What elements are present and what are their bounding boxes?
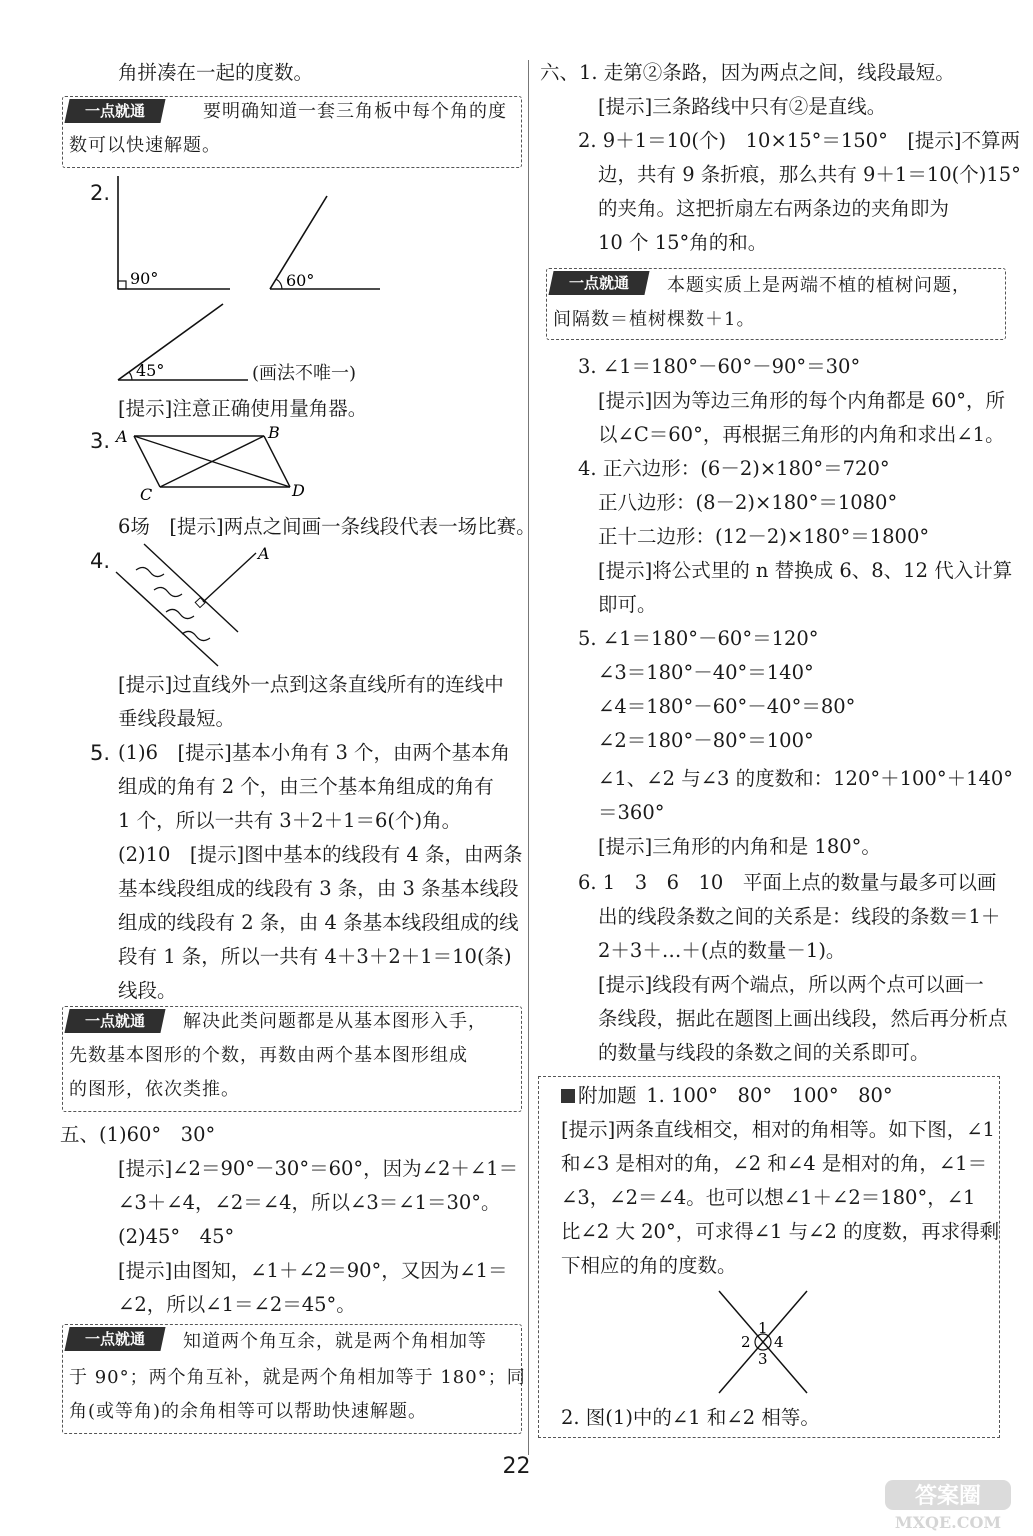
section-5-line: ∠3＋∠4，∠2＝∠4，所以∠3＝∠1＝30°。 xyxy=(118,1191,501,1214)
tip-text: 知道两个角互余，就是两个角相加等 xyxy=(183,1331,487,1352)
tip-badge: 一点就通 xyxy=(64,1327,165,1351)
hint-text: [提示]过直线外一点到这条直线所有的连线中 xyxy=(118,673,504,696)
bonus-answer-2: 2. 图(1)中的∠1 和∠2 相等。 xyxy=(561,1406,820,1429)
point-label: B xyxy=(268,424,280,442)
tip-text: 间隔数＝植树棵数＋1。 xyxy=(553,309,756,330)
intersecting-lines-figure xyxy=(713,1287,813,1397)
answer-line: 1 个，所以一共有 3＋2＋1＝6(个)角。 xyxy=(118,809,462,832)
q5-line: ∠3＝180°－40°＝140° xyxy=(598,661,814,684)
section-6-line: 的夹角。这把折扇左右两条边的夹角即为 xyxy=(598,197,950,220)
q4-line: 正八边形：(8－2)×180°＝1080° xyxy=(598,491,898,514)
section-6-line: 10 个 15°角的和。 xyxy=(598,231,768,254)
tip-box-3 xyxy=(62,1324,526,1434)
tip-text: 角(或等角)的余角相等可以帮助快速解题。 xyxy=(69,1401,428,1422)
section-5-line: [提示]由图知，∠1＋∠2＝90°，又因为∠1＝ xyxy=(118,1259,508,1282)
q5-line: ＝360° xyxy=(598,801,665,824)
angle-45-label: 45° xyxy=(136,361,165,380)
tip-text: 数可以快速解题。 xyxy=(69,135,221,156)
bonus-title: 附加题 xyxy=(578,1084,637,1107)
angle-label: 4 xyxy=(774,1333,784,1351)
tip-badge: 一点就通 xyxy=(64,1009,165,1033)
bonus-line: [提示]两条直线相交，相对的角相等。如下图，∠1 xyxy=(561,1118,995,1141)
tip-box-1 xyxy=(62,96,522,168)
section-5-line: 五、(1)60° 30° xyxy=(60,1123,216,1146)
section-6-line: [提示]三条路线中只有②是直线。 xyxy=(598,95,887,118)
bonus-icon xyxy=(561,1089,575,1103)
tip-box-4 xyxy=(546,268,1006,340)
question-number: 3. xyxy=(90,429,111,453)
answer-line: 基本线段组成的线段有 3 条，由 3 条基本线段 xyxy=(118,877,519,900)
tip-box-2 xyxy=(62,1006,522,1112)
tip-text: 于 90°；两个角互补，就是两个角相加等于 180°；同 xyxy=(69,1367,526,1388)
point-label: C xyxy=(140,485,153,504)
section-5-line: [提示]∠2＝90°－30°＝60°，因为∠2＋∠1＝ xyxy=(118,1157,519,1180)
answer-line: (2)10 [提示]图中基本的线段有 4 条，由两条 xyxy=(118,843,523,866)
watermark-logo xyxy=(883,1478,1013,1532)
bonus-line: 比∠2 大 20°，可求得∠1 与∠2 的度数，再求得剩 xyxy=(561,1220,1000,1243)
q3-line: [提示]因为等边三角形的每个内角都是 60°，所 xyxy=(598,389,1005,412)
tip-text: 先数基本图形的个数，再数由两个基本图形组成 xyxy=(69,1045,468,1066)
section-6-line: 六、1. 走第②条路，因为两点之间，线段最短。 xyxy=(540,61,955,84)
q5-line: ∠4＝180°－60°－40°＝80° xyxy=(598,695,856,718)
answer-text: 6场 [提示]两点之间画一条线段代表一场比赛。 xyxy=(118,515,536,538)
answer-line: 组成的线段有 2 条，由 4 条基本线段组成的线 xyxy=(118,911,519,934)
continuation-line: 角拼凑在一起的度数。 xyxy=(118,61,314,84)
angle-label: 1 xyxy=(758,1319,768,1337)
tip-text: 本题实质上是两端不植的植树问题， xyxy=(667,275,971,296)
section-6-line: 2. 9＋1＝10(个) 10×15°＝150° [提示]不算两 xyxy=(578,129,1021,152)
hint-text: [提示]注意正确使用量角器。 xyxy=(118,397,368,420)
page-number: 22 xyxy=(502,1454,531,1479)
answer-line: 线段。 xyxy=(118,979,177,1002)
q5-line: ∠1、∠2 与∠3 的度数和：120°＋100°＋140° xyxy=(598,767,1014,790)
bonus-line: ∠3，∠2＝∠4。也可以想∠1＋∠2＝180°，∠1 xyxy=(561,1186,976,1209)
q5-line: ∠2＝180°－80°＝100° xyxy=(598,729,814,752)
q6-line: 2＋3＋…＋(点的数量－1)。 xyxy=(598,939,846,962)
hint-text: 垂线段最短。 xyxy=(118,707,236,730)
answer-line: (1)6 [提示]基本小角有 3 个，由两个基本角 xyxy=(118,741,511,764)
question-number: 5. xyxy=(90,741,111,765)
tip-text: 的图形，依次类推。 xyxy=(69,1079,240,1100)
q3-line: 3. ∠1＝180°－60°－90°＝30° xyxy=(578,355,861,378)
tip-text: 要明确知道一套三角板中每个角的度 xyxy=(203,101,507,122)
question-number: 4. xyxy=(90,549,111,573)
section-6-line: 边，共有 9 条折痕，那么共有 9＋1＝10(个)15° xyxy=(598,163,1021,186)
bonus-line: 下相应的角的度数。 xyxy=(561,1254,737,1277)
q4-line: [提示]将公式里的 n 替换成 6、8、12 代入计算 xyxy=(598,559,1013,582)
q4-line: 即可。 xyxy=(598,593,657,616)
q5-line: 5. ∠1＝180°－60°＝120° xyxy=(578,627,819,650)
q5-line: [提示]三角形的内角和是 180°。 xyxy=(598,835,881,858)
q6-line: [提示]线段有两个端点，所以两个点可以画一 xyxy=(598,973,984,996)
point-label: D xyxy=(292,481,305,500)
angle-label: 2 xyxy=(741,1333,751,1351)
svg-text:MXQE.COM: MXQE.COM xyxy=(894,1513,1002,1532)
svg-text:答案圈: 答案圈 xyxy=(914,1483,982,1509)
section-5-line: ∠2，所以∠1＝∠2＝45°。 xyxy=(118,1293,356,1316)
column-divider xyxy=(528,60,529,1455)
q4-line: 4. 正六边形：(6－2)×180°＝720° xyxy=(578,457,890,480)
drawing-note: (画法不唯一) xyxy=(252,363,357,384)
angle-90-label: 90° xyxy=(130,269,159,288)
answer-line: 组成的角有 2 个，由三个基本角组成的角有 xyxy=(118,775,494,798)
q6-line: 出的线段条数之间的关系是：线段的条数＝1＋ xyxy=(598,905,1001,928)
angle-60-label: 60° xyxy=(286,271,315,290)
q6-line: 的数量与线段的条数之间的关系即可。 xyxy=(598,1041,930,1064)
quadrilateral-figure xyxy=(112,424,322,504)
q6-line: 条线段，据此在题图上画出线段，然后再分析点 xyxy=(598,1007,1008,1030)
q6-line: 6. 1 3 6 10 平面上点的数量与最多可以画 xyxy=(578,871,997,894)
tip-badge: 一点就通 xyxy=(64,99,165,123)
section-5-line: (2)45° 45° xyxy=(118,1225,235,1248)
q4-line: 正十二边形：(12－2)×180°＝1800° xyxy=(598,525,930,548)
bonus-answer-1: 1. 100° 80° 100° 80° xyxy=(646,1084,893,1107)
answer-line: 段有 1 条，所以一共有 4＋3＋2＋1＝10(条) xyxy=(118,945,512,968)
bonus-box xyxy=(538,1076,1000,1438)
q3-line: 以∠C＝60°，再根据三角形的内角和求出∠1。 xyxy=(598,423,1005,446)
question-number: 2. xyxy=(90,181,111,205)
angle-label: 3 xyxy=(758,1350,768,1368)
tip-text: 解决此类问题都是从基本图形入手， xyxy=(183,1011,487,1032)
bonus-line: 和∠3 是相对的角，∠2 和∠4 是相对的角，∠1＝ xyxy=(561,1152,988,1175)
point-label: A xyxy=(258,544,270,563)
tip-badge: 一点就通 xyxy=(548,271,649,295)
point-label: A xyxy=(116,427,128,446)
river-figure xyxy=(108,540,278,670)
bonus-title-line xyxy=(561,1079,893,1113)
